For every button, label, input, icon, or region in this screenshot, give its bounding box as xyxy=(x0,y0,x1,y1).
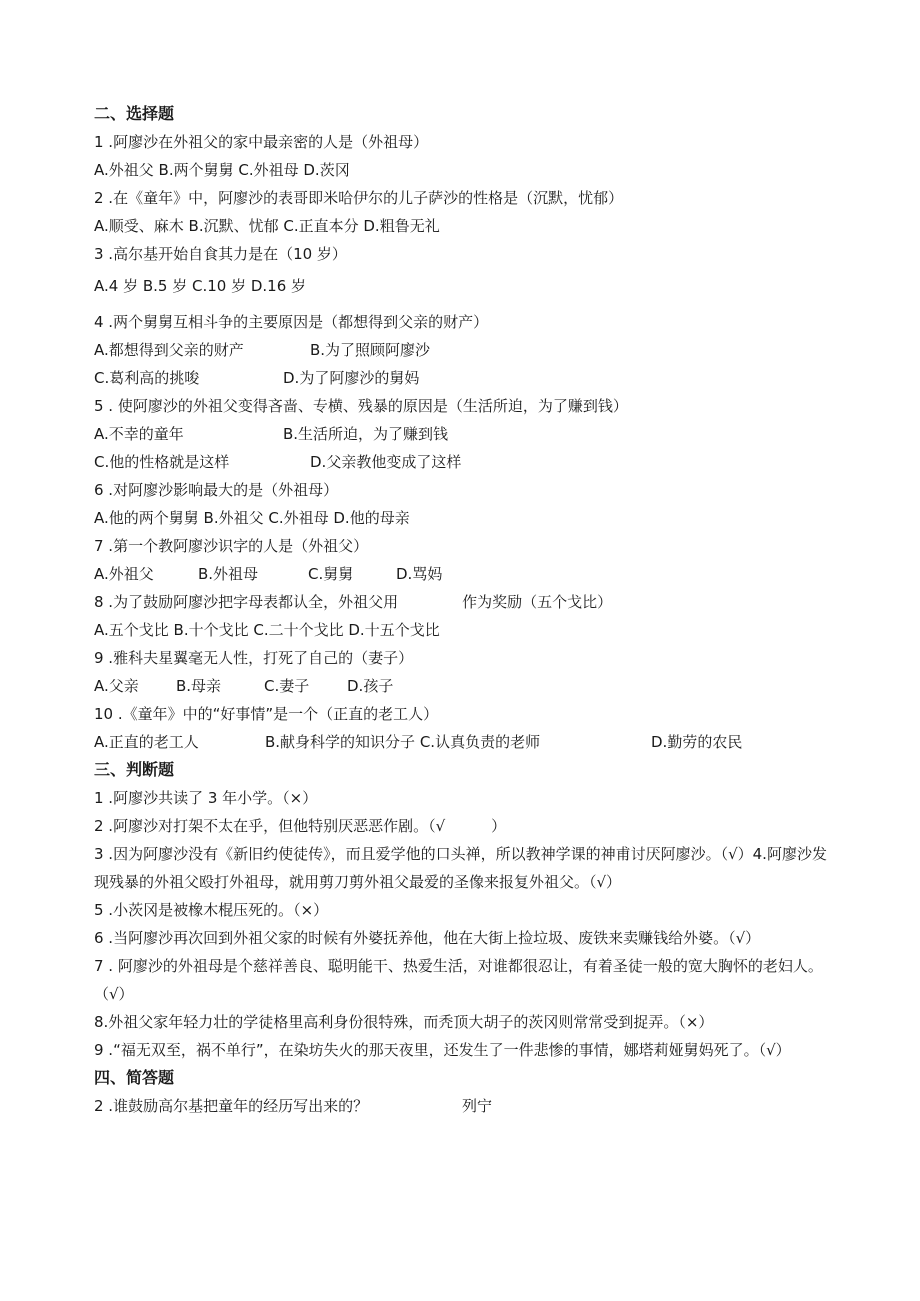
question-6: 6 .对阿廖沙影响最大的是（外祖母） xyxy=(94,481,339,499)
short-question-2 xyxy=(94,1092,834,1120)
statement-2 xyxy=(94,812,834,840)
question-3-options: A.4 岁 B.5 岁 C.10 岁 D.16 岁 xyxy=(94,277,307,295)
option-b-c: B.献身科学的知识分子 C.认真负责的老师 xyxy=(265,733,541,751)
question-8 xyxy=(94,588,834,616)
option-c: C.舅舅 xyxy=(308,565,354,583)
option-d: D.孩子 xyxy=(347,677,394,695)
option-b: B.母亲 xyxy=(176,677,222,695)
short-answer-2: 列宁 xyxy=(462,1097,493,1115)
option-a: A.父亲 xyxy=(94,677,139,695)
document-page xyxy=(94,100,834,1120)
question-5: 5 . 使阿廖沙的外祖父变得吝啬、专横、残暴的原因是（生活所迫，为了赚到钱） xyxy=(94,397,628,415)
section-heading-short-answer: 四、简答题 xyxy=(94,1068,175,1087)
question-8-options: A.五个戈比 B.十个戈比 C.二十个戈比 D.十五个戈比 xyxy=(94,621,440,639)
statement-1: 1 .阿廖沙共读了 3 年小学。（×） xyxy=(94,789,318,807)
statement-8: 8.外祖父家年轻力壮的学徒格里高利身份很特殊，而秃顶大胡子的茨冈则常常受到捉弄。（×） xyxy=(94,1013,714,1031)
option-c: C.妻子 xyxy=(264,677,310,695)
statement-5: 5 .小茨冈是被橡木棍压死的。（×） xyxy=(94,901,329,919)
option-b: B.外祖母 xyxy=(198,565,259,583)
question-4: 4 .两个舅舅互相斗争的主要原因是（都想得到父亲的财产） xyxy=(94,313,489,331)
option-a: A.都想得到父亲的财产 xyxy=(94,341,244,359)
question-10-options xyxy=(94,728,834,756)
section-heading-true-false: 三、判断题 xyxy=(94,760,175,779)
question-6-options: A.他的两个舅舅 B.外祖父 C.外祖母 D.他的母亲 xyxy=(94,509,410,527)
question-5-options-row-1 xyxy=(94,420,834,448)
option-d: D.父亲教他变成了这样 xyxy=(310,453,462,471)
statement-9: 9 .“福无双至，祸不单行”，在染坊失火的那天夜里，还发生了一件悲惨的事情，娜塔莉娅舅妈死了。（√） xyxy=(94,1041,791,1059)
question-8-text-end: 作为奖励（五个戈比） xyxy=(462,593,613,611)
question-4-options-row-1 xyxy=(94,336,834,364)
option-c: C.他的性格就是这样 xyxy=(94,453,230,471)
question-4-options-row-2 xyxy=(94,364,834,392)
question-9: 9 .雅科夫星翼毫无人性，打死了自己的（妻子） xyxy=(94,649,414,667)
statement-2-text: 2 .阿廖沙对打架不太在乎，但他特别厌恶恶作剧。（√ xyxy=(94,817,446,835)
question-3: 3 .高尔基开始自食其力是在（10 岁） xyxy=(94,245,347,263)
question-10: 10 .《童年》中的“好事情”是一个（正直的老工人） xyxy=(94,705,439,723)
option-b: B.生活所迫，为了赚到钱 xyxy=(283,425,449,443)
statement-7: 7 . 阿廖沙的外祖母是个慈祥善良、聪明能干、热爱生活，对谁都很忍让，有着圣徒一般的宽大胸怀的老妇人。（√） xyxy=(94,957,823,1003)
question-1: 1 .阿廖沙在外祖父的家中最亲密的人是（外祖母） xyxy=(94,133,429,151)
option-a: A.不幸的童年 xyxy=(94,425,184,443)
statement-2-close: ） xyxy=(491,817,507,835)
option-a: A.外祖父 xyxy=(94,565,154,583)
option-c: C.葛利高的挑唆 xyxy=(94,369,200,387)
option-d: D.骂妈 xyxy=(396,565,443,583)
option-d: D.勤劳的农民 xyxy=(651,733,743,751)
question-2: 2 .在《童年》中，阿廖沙的表哥即米哈伊尔的儿子萨沙的性格是（沉默，忧郁） xyxy=(94,189,624,207)
question-8-text: 8 .为了鼓励阿廖沙把字母表都认全，外祖父用 xyxy=(94,593,399,611)
question-9-options xyxy=(94,672,834,700)
question-1-options: A.外祖父 B.两个舅舅 C.外祖母 D.茨冈 xyxy=(94,161,350,179)
question-2-options: A.顺受、麻木 B.沉默、忧郁 C.正直本分 D.粗鲁无礼 xyxy=(94,217,440,235)
statement-3-4: 3 .因为阿廖沙没有《新旧约使徒传》，而且爱学他的口头禅，所以教神学课的神甫讨厌阿廖沙。（√）4.阿廖沙发现残暴的外祖父殴打外祖母，就用剪刀剪外祖父最爱的圣像来报复外祖父。（√） xyxy=(94,845,827,891)
question-7: 7 .第一个教阿廖沙识字的人是（外祖父） xyxy=(94,537,369,555)
option-b: B.为了照顾阿廖沙 xyxy=(310,341,431,359)
question-5-options-row-2 xyxy=(94,448,834,476)
statement-6: 6 .当阿廖沙再次回到外祖父家的时候有外婆抚养他，他在大街上捡垃圾、废铁来卖赚钱给外婆。（√） xyxy=(94,929,761,947)
option-a: A.正直的老工人 xyxy=(94,733,199,751)
question-7-options xyxy=(94,560,834,588)
option-d: D.为了阿廖沙的舅妈 xyxy=(283,369,420,387)
section-heading-choice: 二、选择题 xyxy=(94,104,175,123)
short-question-2-text: 2 .谁鼓励高尔基把童年的经历写出来的？ xyxy=(94,1097,369,1115)
